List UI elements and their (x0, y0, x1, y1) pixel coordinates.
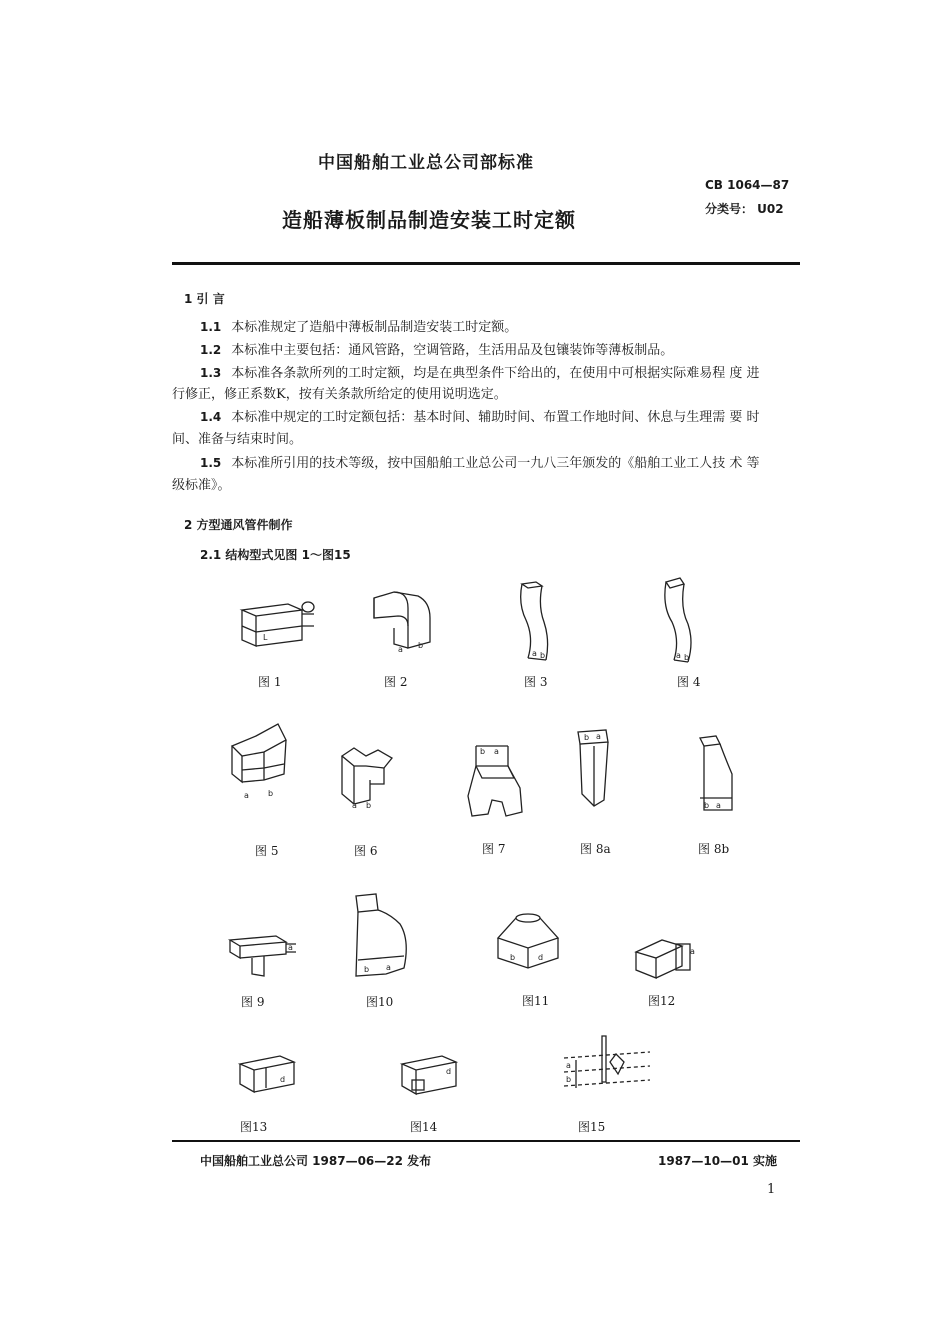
svg-text:a: a (676, 651, 681, 660)
clause-number: 1.4 (200, 410, 222, 424)
figure-8a-drawing (572, 728, 616, 812)
svg-text:a: a (596, 732, 601, 741)
svg-text:b: b (684, 653, 690, 662)
caption-fig-1: 图 1 (258, 675, 282, 689)
caption-fig-3: 图 3 (524, 675, 548, 689)
svg-text:b: b (480, 747, 486, 756)
caption-fig-14: 图14 (410, 1120, 438, 1134)
figure-9-drawing (226, 926, 302, 978)
svg-text:d: d (446, 1067, 452, 1076)
figure-8b-drawing (692, 734, 738, 814)
svg-text:b: b (584, 733, 590, 742)
clause-1-4-cont: 间、准备与结束时间。 (172, 432, 303, 447)
figure-15-drawing (562, 1032, 654, 1098)
svg-text:a: a (566, 1061, 571, 1070)
figure-4-drawing (660, 576, 700, 664)
caption-fig-6: 图 6 (354, 844, 378, 858)
svg-text:b: b (566, 1075, 572, 1084)
svg-text:a: a (386, 963, 391, 972)
section-2-heading: 2 方型通风管件制作 (184, 518, 293, 532)
figure-13-drawing (236, 1052, 302, 1096)
svg-text:b: b (418, 641, 424, 650)
clause-number: 1.1 (200, 320, 222, 334)
svg-text:b: b (510, 953, 516, 962)
clause-1-3-cont: 行修正，修正系数K，按有关条款所给定的使用说明选定。 (172, 387, 507, 402)
svg-text:a: a (690, 947, 695, 956)
figure-6-drawing (336, 744, 398, 814)
caption-fig-11: 图11 (522, 994, 550, 1008)
figure-5-drawing (226, 722, 292, 806)
clause-text: 本标准各条款所列的工时定额，均是在典型条件下给出的，在使用中可根据实际难易程 度 进 (231, 366, 760, 381)
svg-text:b: b (364, 965, 370, 974)
svg-text:a: a (494, 747, 499, 756)
document-title: 造船薄板制品制造安装工时定额 (282, 208, 576, 232)
effective-date: 1987—10—01 实施 (658, 1154, 777, 1168)
caption-fig-10: 图10 (366, 995, 394, 1009)
clause-2-1: 2.1 结构型式见图 1～图15 (200, 548, 351, 562)
clause-1-5 (200, 452, 805, 475)
svg-text:d: d (280, 1075, 286, 1084)
svg-text:a: a (288, 943, 293, 952)
clause-number: 1.3 (200, 366, 222, 380)
section-1-heading: 1 引 言 (184, 292, 225, 306)
figure-1-drawing (236, 596, 316, 654)
figure-12-drawing (632, 934, 700, 984)
clause-text: 本标准所引用的技术等级，按中国船舶工业总公司一九八三年颁发的《船舶工业工人技 术 等 (231, 456, 760, 471)
caption-fig-8b: 图 8b (698, 842, 730, 856)
figure-11-drawing (496, 908, 560, 972)
clause-1-4 (200, 406, 805, 429)
clause-1-1 (200, 316, 517, 339)
caption-fig-5: 图 5 (255, 844, 279, 858)
svg-text:a: a (352, 801, 357, 810)
footer-rule (172, 1140, 800, 1142)
svg-text:b: b (268, 789, 274, 798)
clause-text: 本标准中主要包括：通风管路，空调管路，生活用品及包镶装饰等薄板制品。 (231, 343, 674, 358)
figure-2-drawing (368, 588, 438, 658)
caption-fig-7: 图 7 (482, 842, 506, 856)
caption-fig-13: 图13 (240, 1120, 268, 1134)
clause-number: 1.2 (200, 343, 222, 357)
caption-fig-15: 图15 (578, 1120, 606, 1134)
svg-text:d: d (538, 953, 544, 962)
label-L: L (263, 633, 268, 642)
svg-text:b: b (704, 801, 710, 810)
header-rule (172, 262, 800, 265)
clause-text: 本标准规定了造船中薄板制品制造安装工时定额。 (231, 320, 518, 335)
organization-title: 中国船舶工业总公司部标准 (318, 153, 534, 173)
figure-14-drawing (396, 1052, 468, 1100)
issue-statement: 中国船舶工业总公司 1987—06—22 发布 (200, 1154, 432, 1168)
figure-7-drawing (462, 738, 526, 820)
caption-fig-2: 图 2 (384, 675, 408, 689)
clause-1-3 (200, 362, 805, 385)
caption-fig-12: 图12 (648, 994, 676, 1008)
caption-fig-8a: 图 8a (580, 842, 611, 856)
clause-text: 本标准中规定的工时定额包括：基本时间、辅助时间、布置工作地时间、休息与生理需 要 时 (231, 410, 760, 425)
figure-10-drawing (350, 890, 410, 982)
page-number: 1 (767, 1182, 776, 1197)
clause-1-2 (200, 339, 673, 362)
clause-1-5-cont: 级标准》。 (172, 478, 231, 493)
svg-text:b: b (366, 801, 372, 810)
svg-text:a: a (532, 649, 537, 658)
svg-text:b: b (540, 651, 546, 660)
caption-fig-9: 图 9 (241, 995, 265, 1009)
clause-number: 1.5 (200, 456, 222, 470)
classification-number: 分类号： U02 (705, 202, 784, 216)
svg-text:a: a (244, 791, 249, 800)
standard-code: CB 1064—87 (705, 178, 790, 192)
figure-3-drawing (514, 580, 554, 662)
caption-fig-4: 图 4 (677, 675, 701, 689)
svg-text:a: a (716, 801, 721, 810)
svg-text:a: a (398, 645, 403, 654)
